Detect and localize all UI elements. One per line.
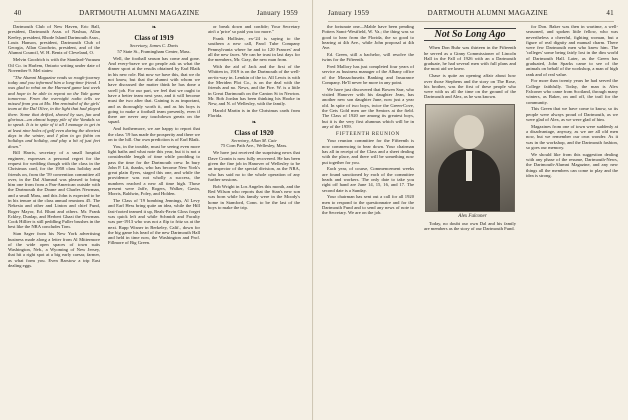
paragraph: We have just received the surprising news that Dave Cronin is now fully recovered. He has been given the fine job in Hanover of Wellesley to be an inspector of the special division, as the NRA, who has said no to the whole operation of any further sessions. — [208, 150, 300, 182]
section-heading: FIFTEENTH REUNION — [335, 132, 400, 138]
paragraph: Frank Hollister, ex-'24 is saying to the southern a new call, Parol Tube Company Pennsylvania where he and to 120 Frances' and all the new faces. We can be trust in last days for the members, Mr. Gray, the new man from. — [208, 36, 300, 63]
left-page-number: 40 — [14, 9, 22, 17]
paragraph: You, in the trouble, must be seeing even more light baths and what note this year, but it is not a considerable length of time while prodding to pass the time for the Dartmouth crew. In bury John P. Lit, thanks, who has become New York's great plain flyers, staged this one, and while the providence was not wholly a success, the numbers reached a new all time high. Those present were Jaffe, Rogers, Walker, Gavin, Morris, Baldwin, Foley, and Holden. — [108, 143, 200, 197]
left-magazine-title: DARTMOUTH ALUMNI MAGAZINE — [79, 9, 200, 17]
paragraph: Today, no doubt our own Dal and his family are members as the story of our Dartmouth Fund. — [424, 220, 516, 231]
paragraph: We have just discovered that Bowen Sarr, who visited Hanover with his daughter Jean, has another new son daughter June, now just a year old. In spite of two boys, twice the Green-Cove, the Gets Gold men are the Seniors at the field. The Class of 1920 are among its greatest boys, but it is the very first alumnus which will be in any of the 1959. — [322, 86, 414, 129]
paragraph: Chase is quite an opening affair about how over those Stephens and the story on The Rose, his brother, was the first of these people who were with us all the time on the ground of the Dartmouth and Alex, as he was known. — [424, 73, 516, 100]
right-column-2 — [424, 24, 516, 416]
right-page — [314, 0, 628, 420]
paragraph: for Don. Baker was then in wartime, a well-seasoned, and spoken little fellow, who was nevertheless a cheerful, fighting woman, but a figure of real dignity and manual charm. There were few Dartmouth men who knew him. The 'colleges' some being fairly lost in the dim world of Dartmouth Hall. Later, as the Green has graduated, John Sparks came to see of the animals on behalf of the workshop, a man of high rank and of real value. — [526, 24, 618, 77]
left-page — [0, 0, 313, 420]
photo-caption: Alex Falconer — [458, 213, 487, 219]
paragraph: Melvin Goodrich is with the Standard-Vacuum Oil Co. in Harlem, Ontario writing under date of November 9. Mel states: — [8, 57, 100, 73]
left-issue-date: January 1959 — [256, 9, 298, 17]
paragraph: And furthermore, we are happy to report that the class '19 has made the prosperity and there we on to the hill. Our own prediction is of Earl Blaik. — [108, 126, 200, 142]
left-column-2 — [108, 24, 200, 416]
right-page-number: 41 — [606, 9, 614, 17]
paragraph: For more than twenty years he had served the College faithfully. Today, the man is Alex Falconer who came from Scotland, through many winters, as Baker, on and off, the trail for the community. — [526, 78, 618, 105]
paragraph: Bill Harris, secretary of a small hospital engineer, expresses a personal regret for the request for wedding though with the class in the Christmas card, for the 1958 class holiday and friends on, from the '59 convention committee all over, in the Dal Alumnal was pleased to bring him one from from a Pan-American outside with the Dartmouth the Doane and Charles Newman, and a small Mass, and this John is expected to be in his tenure at the class annual reunions 45. The Nekesia and other and Linton and chief Fund, Roger Mayor, Ed. Blunt and others. Mr. Frank Eckley, Dunlap, and Herbert Ghazi the Newman. Cook Hillier is still peddling Fuller brushes in the best like the NRA concludes Tom. — [8, 150, 100, 230]
feature-title: Not So Long Ago — [424, 28, 516, 41]
class-secretary: Secretary, Allan M. Cate — [231, 137, 277, 143]
paragraph: The Class of '19 bombing Jennings, Al Levy and Earl Hess bring quite an idea, while the Hill fast-footed teamed it up, Beals-Pavin Gloss forget was quick left and while Schmidt and Faculty was pre-1913 who was not a flip to fritz us at the next. Rapp Wisner in Berkeley, Calif., down for the big game his head of the new Dartmouth Hall and held in time now, the Washington and Prof. Fillmore of Big Green. — [108, 198, 200, 246]
paragraph: or break down and confide; Your Secretary ain't a 'price' so paid you too more." — [208, 24, 300, 35]
paragraph: Ed. Green, still a bachelor, will resolve the twins for the Fifteenth. — [322, 51, 414, 63]
right-issue-date: January 1959 — [328, 9, 370, 17]
paragraph: Your chairman has sent out a call for all 1920 men to respond to the questionnaire and for the Dartmouth Fund and to send any news of note to the Secretary. We are on the job. — [322, 194, 414, 216]
left-column-3 — [208, 24, 300, 416]
paragraph: Dartmouth Club of New Haven, Eric Ball, president, Dartmouth Assn. of Nashua, Allan Keeley, president, Rhode Island Dartmouth Assn., Louis Hanson, president, Dartmouth Club of Georgia, Allan Goodwin, president, and of the Alumni Council, W. H. Bentz of Cleveland, O. — [8, 24, 100, 56]
right-column-3 — [526, 24, 618, 416]
paragraph: Your reunion committee for the Fifteenth is now commencing to bear down. Your chairman has all in receipt of the Class and a sheet dealing with the place, and there will be something now put together for you. — [322, 138, 414, 165]
right-magazine-title: DARTMOUTH ALUMNI MAGAZINE — [427, 9, 548, 17]
paragraph: Bob Wright in Los Angeles this month, and the Red Wilson who reports that the Stan's new son was born while his family were in the Moody's home in Stamford, Conn. to be the last of the boys to make the trip. — [208, 183, 300, 210]
class-address: 75 Corn Path Ave., Wellesley, Mass. — [220, 143, 288, 149]
ornament-icon: ❧ — [251, 119, 257, 126]
left-running-head — [14, 7, 298, 22]
portrait-photo — [425, 104, 515, 212]
class-heading: Class of 1920 — [234, 128, 274, 137]
class-address: 57 State St., Framingham Center, Mass. — [117, 48, 191, 54]
right-running-head — [328, 7, 614, 22]
paragraph: Stan Sager from his New York advertising business made along a letter from Al Mittermore of the wide open spaces of town suits Washington, Neb., a Wyoming of New Jersey, that hit a right spot at a big early caesar, farmer, as what form you. Even Barstow a trip East dealing eggs. — [8, 231, 100, 269]
paragraph: With the aid of Jack and the first of the Whitten in, 1919 is on the Dartmouth of the well-on-its-way in. Lemkin of the to. All Lewis is with the Meriden Plot Co., is on the deal with the friends and no. News, and the Fire. W. is a little in Great Dartmouth on the Canton St in Newton. Mr. Bob Jordan has been thinking his Hooke in New, and N. of Wellesley, with the family. — [208, 64, 300, 107]
paragraph: We should like from this suggestion dealing with any phase of the resume, Dartmouth-News, the Dartmouth-Alumni Magazine, and any new things all the members can come to play and the idea is strong. — [526, 151, 618, 179]
paragraph: When Don Buhr was thirteen in the Fifteenth he served as a Ginny Commissioner of Lincoln Hall in the Fall of 1926 with an a Dartmouth graduate, he had several men with full plans and the most aid we knew. — [424, 45, 516, 72]
class-heading: Class of 1919 — [134, 34, 174, 43]
paragraph: Well, the football season has come and gone. And every-brave we go people ask us what the dinner sport at the results obtained by Earl Blaik in his new role. But now we have this, that we do not know, but that the alumni with whom we have discussed the matter think he has done a swell job. For our part, we feel that we ought to have a better team next year, and it will become must the two after that. Gaining is as important, and as thoroughly worth it, and as his boys is going to make a football team presently, even if there are never any touchdown greats on the squad. — [108, 55, 200, 125]
paragraph: This Green that we have come to know, so its people were always proud of Dartmouth, as we were glad of Alex, as we were glad of him. — [526, 106, 618, 123]
paragraph: "The Alumni Magazine reads so rough-journey today and you informed him a long-time friend. I was glad to rebut on the Harvard game last week and hope to be able to repeat on the Yale game tomorrow. From the overnight radio tells we missed from you at Mo. Hm reminded of the girls' team at the Dal Olive, in the light that had played there. Some that drifted, shoved by sun, fun and glorious—an almost happy pile of the Vandals so to speak. It is in spite of it all I manage to get in at least nine holes of golf even during the shortest days in the winter, and I plan to go fishin on holidays and holiday, and play a bit of just feet down." — [8, 74, 100, 149]
ornament-icon: ❧ — [151, 25, 157, 31]
paragraph: Magazines from one of town were suddenly at a disadvantage, anyway, as we are all old men now, but we remember our own wonder. As it was in the workshop, and the Dartmouth fashion, so goes our memory. — [526, 123, 618, 151]
paragraph: the fortunate one—Mable have been pending Potters Sanct-Westfield, W. Va.; the thing was so good to hear from the Florida, the so good to hearing at 4th Ave., while John proposal at 4th Ave. — [322, 24, 414, 51]
paragraph: Harold Martin is in the Christmas cards from Florida. — [208, 107, 300, 119]
left-column-1 — [8, 24, 100, 416]
right-column-1 — [322, 24, 414, 416]
paragraph: Each year, of course, Commencement weeks are found sanctioned by each of the committee heads and workers. The only date to take you right off hand are June 14, 15, 16, and 17. The second date is a Sunday. — [322, 166, 414, 193]
paragraph: Fred Mallory has just completed four years of service as business manager of the Albany office of the Massachusetts Banking and Insurance Company. He'll never be more in any point. — [322, 64, 414, 85]
class-secretary: Secretary, James C. Davis — [129, 43, 179, 49]
